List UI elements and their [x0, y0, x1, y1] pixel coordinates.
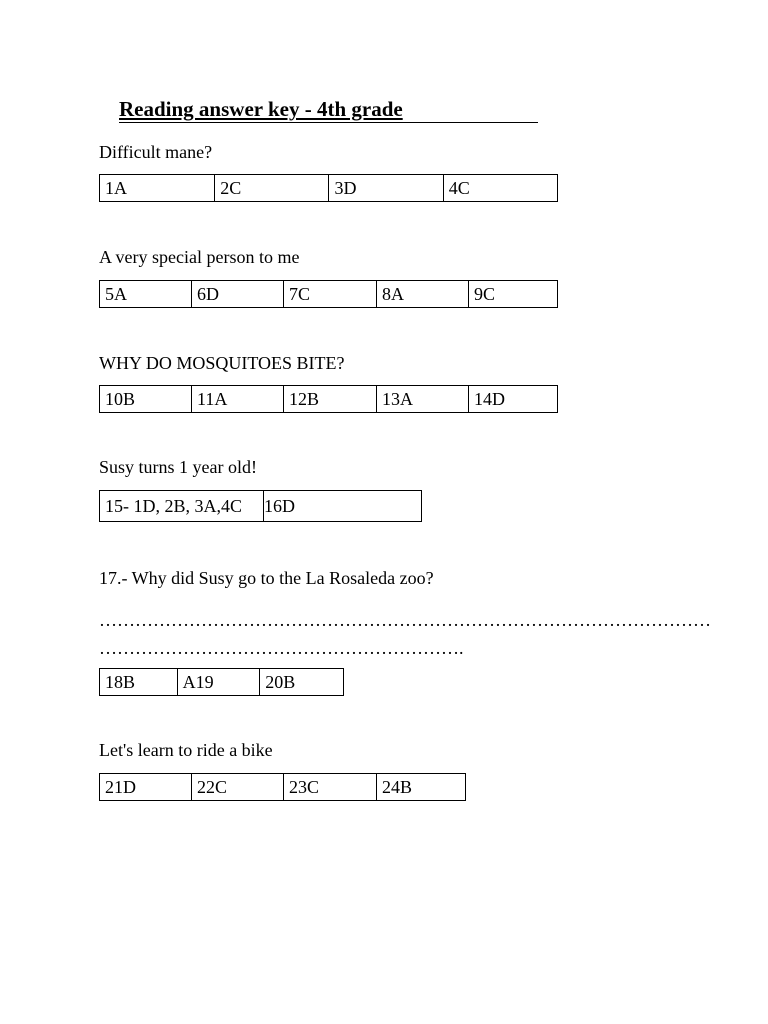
section-heading-mosquitoes: WHY DO MOSQUITOES BITE? — [99, 353, 345, 373]
answer-cell: 18B — [100, 669, 178, 696]
answer-table-1 — [99, 174, 558, 202]
answer-cell: 4C — [443, 175, 557, 202]
answer-cell: 23C — [284, 774, 377, 801]
answer-cell: 3D — [329, 175, 443, 202]
answer-table-6 — [99, 773, 466, 801]
section-heading-difficult-mane: Difficult mane? — [99, 142, 213, 162]
answer-cell: 5A — [100, 281, 192, 308]
answer-cell: 9C — [469, 281, 558, 308]
answer-table-2 — [99, 280, 558, 308]
section-heading-susy-birthday: Susy turns 1 year old! — [99, 457, 257, 477]
answer-line-dots: ………………………………………………………………………………………… — [99, 610, 711, 630]
answer-cell: 20B — [260, 669, 344, 696]
answer-cell: 24B — [377, 774, 466, 801]
answer-cell: 14D — [469, 386, 558, 413]
answer-cell: 22C — [192, 774, 284, 801]
section-heading-ride-bike: Let's learn to ride a bike — [99, 740, 273, 760]
answer-cell: 21D — [100, 774, 192, 801]
section-heading-special-person: A very special person to me — [99, 247, 300, 267]
answer-cell: 6D — [192, 281, 284, 308]
answer-cell: A19 — [177, 669, 260, 696]
answer-cell: 8A — [377, 281, 469, 308]
answer-cell: 11A — [192, 386, 284, 413]
answer-cell: 12B — [284, 386, 377, 413]
answer-table-3 — [99, 385, 558, 413]
answer-table-5 — [99, 668, 344, 696]
answer-cell: 16D — [264, 491, 422, 522]
answer-line-dots: ……………………………………………………. — [99, 638, 464, 658]
answer-cell: 15- 1D, 2B, 3A,4C — [100, 491, 264, 522]
section-heading-question-17: 17.- Why did Susy go to the La Rosaleda zoo? — [99, 568, 434, 588]
answer-cell: 1A — [100, 175, 215, 202]
answer-cell: 2C — [215, 175, 329, 202]
answer-cell: 10B — [100, 386, 192, 413]
answer-cell: 13A — [377, 386, 469, 413]
answer-cell: 7C — [284, 281, 377, 308]
page-title: Reading answer key - 4th grade — [119, 96, 538, 123]
answer-table-4 — [99, 490, 422, 522]
